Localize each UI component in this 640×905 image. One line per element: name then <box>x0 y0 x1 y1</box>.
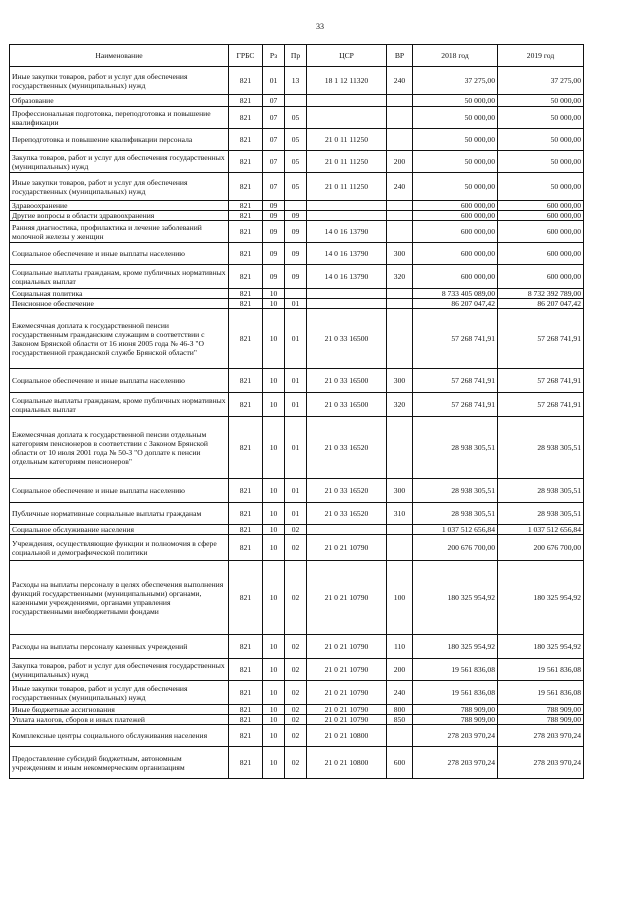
cell-vr: 200 <box>387 659 413 681</box>
cell-name: Ежемесячная доплата к государственной пенсии государственным гражданским служащим в соответствии с Законом Брянской области от 16 июня 2005 года № 46-З "О государственной гражданской службе Брянской области" <box>10 309 229 369</box>
cell-name: Профессиональная подготовка, переподготовка и повышение квалификации <box>10 107 229 129</box>
cell-rz: 10 <box>263 479 285 503</box>
cell-vr: 240 <box>387 173 413 201</box>
page-number: 33 <box>316 22 324 31</box>
header-grbs: ГРБС <box>229 45 263 67</box>
cell-vr <box>387 417 413 479</box>
budget-table <box>9 44 584 779</box>
cell-rz: 07 <box>263 151 285 173</box>
table-row <box>10 309 584 369</box>
cell-y2019: 788 909,00 <box>498 715 584 725</box>
cell-vr: 300 <box>387 369 413 393</box>
cell-grbs: 821 <box>229 535 263 561</box>
cell-vr <box>387 95 413 107</box>
cell-rz: 09 <box>263 265 285 289</box>
cell-y2019: 788 909,00 <box>498 705 584 715</box>
table-row <box>10 659 584 681</box>
cell-grbs: 821 <box>229 243 263 265</box>
cell-csr: 21 0 33 16520 <box>307 503 387 525</box>
cell-rz: 10 <box>263 705 285 715</box>
cell-y2019: 600 000,00 <box>498 221 584 243</box>
cell-csr: 21 0 33 16500 <box>307 369 387 393</box>
cell-y2018: 50 000,00 <box>413 107 498 129</box>
cell-y2018: 180 325 954,92 <box>413 561 498 635</box>
cell-csr <box>307 107 387 129</box>
cell-y2018: 180 325 954,92 <box>413 635 498 659</box>
cell-rz: 10 <box>263 369 285 393</box>
cell-pr: 13 <box>285 67 307 95</box>
cell-csr: 21 0 21 10790 <box>307 681 387 705</box>
cell-pr <box>285 289 307 299</box>
table-row <box>10 201 584 211</box>
cell-name: Социальные выплаты гражданам, кроме публичных нормативных социальных выплат <box>10 393 229 417</box>
cell-grbs: 821 <box>229 659 263 681</box>
cell-vr <box>387 211 413 221</box>
table-row <box>10 535 584 561</box>
cell-pr: 09 <box>285 243 307 265</box>
cell-grbs: 821 <box>229 309 263 369</box>
cell-y2018: 28 938 305,51 <box>413 503 498 525</box>
cell-pr: 05 <box>285 107 307 129</box>
table-row <box>10 369 584 393</box>
cell-pr: 01 <box>285 299 307 309</box>
cell-grbs: 821 <box>229 211 263 221</box>
header-rz: Рз <box>263 45 285 67</box>
cell-csr <box>307 525 387 535</box>
cell-csr: 21 0 11 11250 <box>307 151 387 173</box>
cell-name: Социальное обеспечение и иные выплаты населению <box>10 369 229 393</box>
cell-rz: 10 <box>263 289 285 299</box>
cell-y2018: 57 268 741,91 <box>413 393 498 417</box>
cell-rz: 07 <box>263 95 285 107</box>
cell-y2019: 50 000,00 <box>498 173 584 201</box>
cell-y2018: 788 909,00 <box>413 715 498 725</box>
cell-vr: 310 <box>387 503 413 525</box>
table-row <box>10 561 584 635</box>
header-2018: 2018 год <box>413 45 498 67</box>
cell-name: Предоставление субсидий бюджетным, автономным учреждениям и иным некоммерческим организациям <box>10 747 229 779</box>
cell-vr: 850 <box>387 715 413 725</box>
cell-y2019: 50 000,00 <box>498 107 584 129</box>
cell-vr: 320 <box>387 393 413 417</box>
cell-pr: 01 <box>285 503 307 525</box>
cell-grbs: 821 <box>229 635 263 659</box>
cell-y2019: 86 207 047,42 <box>498 299 584 309</box>
table-row <box>10 173 584 201</box>
cell-y2019: 278 203 970,24 <box>498 747 584 779</box>
cell-csr: 21 0 21 10790 <box>307 635 387 659</box>
cell-csr: 21 0 21 10790 <box>307 659 387 681</box>
cell-rz: 09 <box>263 211 285 221</box>
table-row <box>10 221 584 243</box>
cell-y2018: 1 037 512 656,84 <box>413 525 498 535</box>
cell-csr: 21 0 33 16520 <box>307 417 387 479</box>
cell-name: Ранняя диагностика, профилактика и лечение заболеваний молочной железы у женщин <box>10 221 229 243</box>
cell-y2018: 86 207 047,42 <box>413 299 498 309</box>
cell-csr <box>307 201 387 211</box>
table-row <box>10 107 584 129</box>
cell-grbs: 821 <box>229 299 263 309</box>
cell-vr: 240 <box>387 67 413 95</box>
cell-rz: 10 <box>263 659 285 681</box>
cell-pr: 01 <box>285 417 307 479</box>
cell-csr: 21 0 11 11250 <box>307 173 387 201</box>
cell-pr: 05 <box>285 129 307 151</box>
cell-grbs: 821 <box>229 129 263 151</box>
cell-y2019: 19 561 836,08 <box>498 681 584 705</box>
cell-y2018: 8 733 405 089,00 <box>413 289 498 299</box>
cell-vr <box>387 107 413 129</box>
cell-y2018: 600 000,00 <box>413 221 498 243</box>
cell-name: Переподготовка и повышение квалификации персонала <box>10 129 229 151</box>
cell-name: Комплексные центры социального обслуживания населения <box>10 725 229 747</box>
cell-y2019: 19 561 836,08 <box>498 659 584 681</box>
cell-grbs: 821 <box>229 201 263 211</box>
cell-rz: 10 <box>263 725 285 747</box>
cell-name: Уплата налогов, сборов и иных платежей <box>10 715 229 725</box>
cell-csr <box>307 299 387 309</box>
cell-grbs: 821 <box>229 715 263 725</box>
cell-rz: 10 <box>263 503 285 525</box>
cell-csr: 21 0 21 10790 <box>307 715 387 725</box>
cell-grbs: 821 <box>229 221 263 243</box>
cell-name: Закупка товаров, работ и услуг для обеспечения государственных (муниципальных) нужд <box>10 659 229 681</box>
table-row <box>10 715 584 725</box>
table-row <box>10 393 584 417</box>
cell-vr: 300 <box>387 479 413 503</box>
cell-y2019: 600 000,00 <box>498 243 584 265</box>
cell-vr: 800 <box>387 705 413 715</box>
cell-y2019: 50 000,00 <box>498 95 584 107</box>
cell-name: Расходы на выплаты персоналу казенных учреждений <box>10 635 229 659</box>
cell-grbs: 821 <box>229 525 263 535</box>
cell-pr: 09 <box>285 211 307 221</box>
cell-pr: 09 <box>285 265 307 289</box>
cell-rz: 09 <box>263 243 285 265</box>
cell-rz: 10 <box>263 535 285 561</box>
cell-grbs: 821 <box>229 561 263 635</box>
table-row <box>10 479 584 503</box>
cell-y2019: 600 000,00 <box>498 201 584 211</box>
cell-csr: 18 1 12 11320 <box>307 67 387 95</box>
cell-grbs: 821 <box>229 151 263 173</box>
cell-name: Образование <box>10 95 229 107</box>
cell-csr: 21 0 21 10790 <box>307 705 387 715</box>
cell-y2019: 8 732 392 789,00 <box>498 289 584 299</box>
cell-vr <box>387 289 413 299</box>
cell-vr <box>387 221 413 243</box>
cell-y2019: 50 000,00 <box>498 129 584 151</box>
cell-y2018: 600 000,00 <box>413 243 498 265</box>
cell-pr: 02 <box>285 715 307 725</box>
table-row <box>10 747 584 779</box>
cell-pr: 01 <box>285 309 307 369</box>
table-row <box>10 417 584 479</box>
cell-pr: 02 <box>285 535 307 561</box>
cell-grbs: 821 <box>229 95 263 107</box>
cell-vr: 110 <box>387 635 413 659</box>
cell-y2019: 50 000,00 <box>498 151 584 173</box>
cell-name: Другие вопросы в области здравоохранения <box>10 211 229 221</box>
cell-y2018: 19 561 836,08 <box>413 681 498 705</box>
cell-rz: 10 <box>263 417 285 479</box>
cell-y2019: 180 325 954,92 <box>498 635 584 659</box>
cell-y2019: 57 268 741,91 <box>498 369 584 393</box>
cell-pr: 01 <box>285 393 307 417</box>
cell-name: Здравоохранение <box>10 201 229 211</box>
cell-vr: 200 <box>387 151 413 173</box>
cell-vr: 600 <box>387 747 413 779</box>
table-row <box>10 243 584 265</box>
cell-rz: 07 <box>263 129 285 151</box>
cell-y2019: 57 268 741,91 <box>498 393 584 417</box>
cell-pr: 01 <box>285 369 307 393</box>
cell-pr: 01 <box>285 479 307 503</box>
table-row <box>10 503 584 525</box>
cell-rz: 10 <box>263 635 285 659</box>
cell-grbs: 821 <box>229 479 263 503</box>
cell-grbs: 821 <box>229 725 263 747</box>
cell-pr: 02 <box>285 561 307 635</box>
cell-vr <box>387 725 413 747</box>
cell-pr <box>285 201 307 211</box>
cell-grbs: 821 <box>229 369 263 393</box>
cell-y2019: 28 938 305,51 <box>498 479 584 503</box>
cell-y2018: 200 676 700,00 <box>413 535 498 561</box>
cell-name: Публичные нормативные социальные выплаты гражданам <box>10 503 229 525</box>
cell-pr: 02 <box>285 747 307 779</box>
cell-pr: 02 <box>285 705 307 715</box>
cell-vr <box>387 309 413 369</box>
cell-pr: 02 <box>285 681 307 705</box>
table-row <box>10 299 584 309</box>
cell-pr <box>285 95 307 107</box>
cell-rz: 10 <box>263 561 285 635</box>
cell-vr <box>387 201 413 211</box>
cell-y2019: 28 938 305,51 <box>498 503 584 525</box>
table-row <box>10 95 584 107</box>
cell-name: Расходы на выплаты персоналу в целях обеспечения выполнения функций государственными (муниципальными) органами, казенными учреждениями, органами управления государственными внебюджетными фондами <box>10 561 229 635</box>
cell-y2018: 600 000,00 <box>413 211 498 221</box>
cell-y2019: 1 037 512 656,84 <box>498 525 584 535</box>
cell-y2019: 278 203 970,24 <box>498 725 584 747</box>
header-row <box>10 45 584 67</box>
cell-y2018: 788 909,00 <box>413 705 498 715</box>
cell-y2019: 57 268 741,91 <box>498 309 584 369</box>
cell-csr: 14 0 16 13790 <box>307 221 387 243</box>
cell-grbs: 821 <box>229 747 263 779</box>
cell-vr: 100 <box>387 561 413 635</box>
cell-csr <box>307 211 387 221</box>
cell-y2018: 50 000,00 <box>413 173 498 201</box>
cell-csr: 21 0 21 10790 <box>307 561 387 635</box>
cell-name: Иные закупки товаров, работ и услуг для обеспечения государственных (муниципальных) нужд <box>10 681 229 705</box>
cell-name: Иные бюджетные ассигнования <box>10 705 229 715</box>
header-name: Наименование <box>10 45 229 67</box>
cell-y2019: 600 000,00 <box>498 265 584 289</box>
cell-vr: 320 <box>387 265 413 289</box>
cell-grbs: 821 <box>229 393 263 417</box>
cell-csr <box>307 289 387 299</box>
table-row <box>10 705 584 715</box>
table-row <box>10 129 584 151</box>
cell-y2019: 37 275,00 <box>498 67 584 95</box>
cell-y2018: 50 000,00 <box>413 129 498 151</box>
cell-vr: 300 <box>387 243 413 265</box>
cell-csr <box>307 95 387 107</box>
cell-grbs: 821 <box>229 503 263 525</box>
cell-y2018: 278 203 970,24 <box>413 747 498 779</box>
cell-rz: 10 <box>263 715 285 725</box>
cell-vr <box>387 525 413 535</box>
table-row <box>10 635 584 659</box>
cell-rz: 10 <box>263 299 285 309</box>
table-row <box>10 211 584 221</box>
cell-grbs: 821 <box>229 705 263 715</box>
cell-grbs: 821 <box>229 681 263 705</box>
cell-y2018: 600 000,00 <box>413 201 498 211</box>
cell-csr: 21 0 33 16520 <box>307 479 387 503</box>
cell-rz: 07 <box>263 107 285 129</box>
cell-vr <box>387 299 413 309</box>
cell-grbs: 821 <box>229 417 263 479</box>
cell-rz: 09 <box>263 221 285 243</box>
cell-csr: 21 0 33 16500 <box>307 393 387 417</box>
cell-pr: 05 <box>285 151 307 173</box>
cell-csr: 21 0 21 10800 <box>307 725 387 747</box>
header-pr: Пр <box>285 45 307 67</box>
cell-csr: 14 0 16 13790 <box>307 243 387 265</box>
cell-pr: 02 <box>285 525 307 535</box>
cell-rz: 07 <box>263 173 285 201</box>
cell-rz: 10 <box>263 525 285 535</box>
cell-rz: 10 <box>263 747 285 779</box>
header-2019: 2019 год <box>498 45 584 67</box>
cell-y2018: 37 275,00 <box>413 67 498 95</box>
cell-grbs: 821 <box>229 265 263 289</box>
cell-name: Иные закупки товаров, работ и услуг для обеспечения государственных (муниципальных) нужд <box>10 173 229 201</box>
cell-pr: 05 <box>285 173 307 201</box>
cell-pr: 02 <box>285 725 307 747</box>
table-row <box>10 265 584 289</box>
cell-csr: 21 0 33 16500 <box>307 309 387 369</box>
cell-grbs: 821 <box>229 289 263 299</box>
cell-y2018: 19 561 836,08 <box>413 659 498 681</box>
cell-rz: 10 <box>263 393 285 417</box>
cell-rz: 09 <box>263 201 285 211</box>
cell-y2018: 28 938 305,51 <box>413 417 498 479</box>
cell-y2018: 57 268 741,91 <box>413 309 498 369</box>
table-row <box>10 525 584 535</box>
cell-y2019: 180 325 954,92 <box>498 561 584 635</box>
cell-y2019: 600 000,00 <box>498 211 584 221</box>
cell-name: Учреждения, осуществляющие функции и полномочия в сфере социальной и демографической политики <box>10 535 229 561</box>
cell-name: Социальное обеспечение и иные выплаты населению <box>10 243 229 265</box>
table-row <box>10 67 584 95</box>
table-row <box>10 725 584 747</box>
cell-rz: 01 <box>263 67 285 95</box>
table-row <box>10 151 584 173</box>
cell-name: Социальные выплаты гражданам, кроме публичных нормативных социальных выплат <box>10 265 229 289</box>
cell-y2019: 28 938 305,51 <box>498 417 584 479</box>
cell-name: Пенсионное обеспечение <box>10 299 229 309</box>
cell-vr: 240 <box>387 681 413 705</box>
table-row <box>10 289 584 299</box>
cell-y2019: 200 676 700,00 <box>498 535 584 561</box>
cell-csr: 21 0 11 11250 <box>307 129 387 151</box>
cell-csr: 21 0 21 10790 <box>307 535 387 561</box>
cell-rz: 10 <box>263 309 285 369</box>
table-row <box>10 681 584 705</box>
cell-pr: 02 <box>285 659 307 681</box>
cell-y2018: 50 000,00 <box>413 151 498 173</box>
cell-grbs: 821 <box>229 107 263 129</box>
cell-grbs: 821 <box>229 173 263 201</box>
cell-csr: 21 0 21 10800 <box>307 747 387 779</box>
cell-y2018: 50 000,00 <box>413 95 498 107</box>
cell-name: Социальное обеспечение и иные выплаты населению <box>10 479 229 503</box>
cell-vr <box>387 535 413 561</box>
cell-grbs: 821 <box>229 67 263 95</box>
cell-rz: 10 <box>263 681 285 705</box>
cell-name: Ежемесячная доплата к государственной пенсии отдельным категориям пенсионеров в соответствии с Законом Брянской области от 10 июля 2001 года № 50-З "О доплате к пенсии отдельным категориям пенсионеров" <box>10 417 229 479</box>
cell-y2018: 600 000,00 <box>413 265 498 289</box>
cell-vr <box>387 129 413 151</box>
header-csr: ЦСР <box>307 45 387 67</box>
cell-pr: 09 <box>285 221 307 243</box>
cell-name: Иные закупки товаров, работ и услуг для обеспечения государственных (муниципальных) нужд <box>10 67 229 95</box>
cell-pr: 02 <box>285 635 307 659</box>
cell-name: Социальное обслуживание населения <box>10 525 229 535</box>
cell-y2018: 278 203 970,24 <box>413 725 498 747</box>
cell-y2018: 28 938 305,51 <box>413 479 498 503</box>
header-vr: ВР <box>387 45 413 67</box>
cell-name: Закупка товаров, работ и услуг для обеспечения государственных (муниципальных) нужд <box>10 151 229 173</box>
cell-y2018: 57 268 741,91 <box>413 369 498 393</box>
cell-name: Социальная политика <box>10 289 229 299</box>
cell-csr: 14 0 16 13790 <box>307 265 387 289</box>
